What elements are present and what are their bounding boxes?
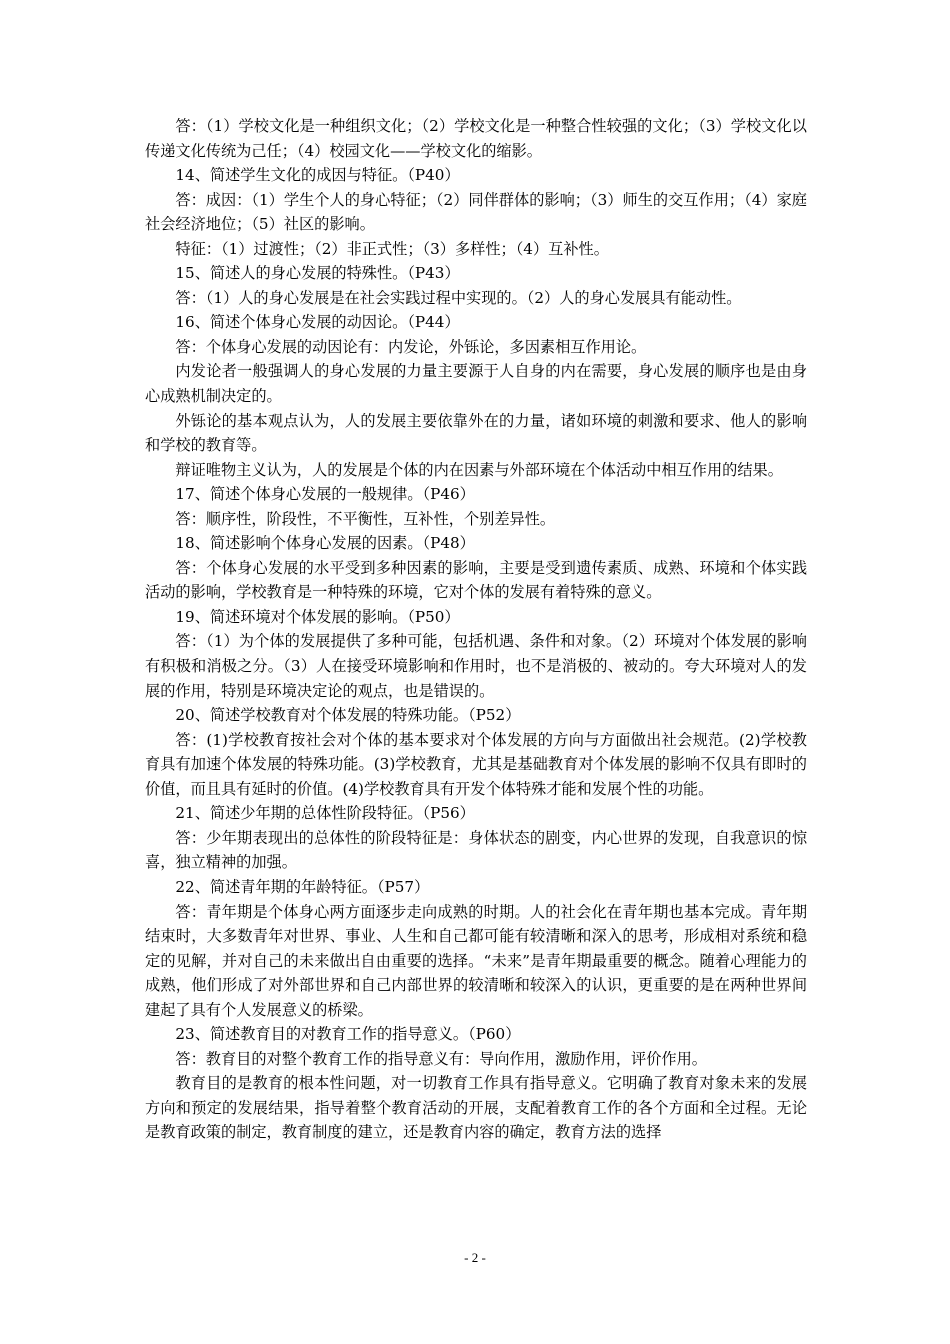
question-heading: 14、简述学生文化的成因与特征。（P40） [175,166,460,185]
question-heading: 19、简述环境对个体发展的影响。（P50） [175,607,460,626]
paragraph: 教育目的是教育的根本性问题，对一切教育工作具有指导意义。它明确了教育对象未来的发展方向和预定的发展结果，指导着整个教育活动的开展，支配着教育工作的各个方面和全过程。无论是教育政策的制定，教育制度的建立，还是教育内容的确定，教育方法的选择 [145,1074,807,1142]
paragraph: 答：(1)学校教育按社会对个体的基本要求对个体发展的方向与方面做出社会规范。(2)学校教育具有加速个体发展的特殊功能。(3)学校教育，尤其是基础教育对个体发展的影响不仅具有即时的价值，而且具有延时的价值。(4)学校教育具有开发个体特殊才能和发展个性的功能。 [145,730,807,798]
paragraph: 答：顺序性，阶段性，不平衡性，互补性，个别差异性。 [175,509,556,528]
question-heading: 15、简述人的身心发展的特殊性。（P43） [175,264,460,283]
question-heading: 20、简述学校教育对个体发展的特殊功能。（P52） [175,706,521,725]
paragraph: 外铄论的基本观点认为，人的发展主要依靠外在的力量，诸如环境的刺激和要求、他人的影响和学校的教育等。 [145,411,807,455]
question-heading: 18、简述影响个体身心发展的因素。（P48） [175,534,475,553]
paragraph: 特征：（1）过渡性；（2）非正式性；（3）多样性；（4）互补性。 [175,239,609,258]
paragraph: 答：青年期是个体身心两方面逐步走向成熟的时期。人的社会化在青年期也基本完成。青年期结束时，大多数青年对世界、事业、人生和自己都可能有较清晰和深入的思考，形成相对系统和稳定的见解，并对自己的未来做出自由重要的选择。“未来”是青年期最重要的概念。随着心理能力的成熟，他们形成了对外部世界和自己内部世界的较清晰和较深入的认识，更重要的是在两种世界间建起了具有个人发展意义的桥梁。 [145,902,807,1019]
question-heading: 17、简述个体身心发展的一般规律。（P46） [175,485,475,504]
document-body [145,114,807,1145]
question-heading: 21、简述少年期的总体性阶段特征。（P56） [175,804,475,823]
page-number: - 2 - [464,1250,486,1265]
question-heading: 23、简述教育目的对教育工作的指导意义。（P60） [175,1025,521,1044]
paragraph: 答：个体身心发展的动因论有：内发论，外铄论，多因素相互作用论。 [175,337,647,356]
paragraph: 答：教育目的对整个教育工作的指导意义有：导向作用，激励作用，评价作用。 [175,1049,707,1068]
question-heading: 22、简述青年期的年龄特征。（P57） [175,877,430,896]
question-heading: 16、简述个体身心发展的动因论。（P44） [175,313,460,332]
paragraph: 答：成因：（1）学生个人的身心特征；（2）同伴群体的影响；（3）师生的交互作用；（4）家庭社会经济地位；（5）社区的影响。 [145,190,807,234]
paragraph: 答：（1）为个体的发展提供了多种可能，包括机遇、条件和对象。（2）环境对个体发展的影响有积极和消极之分。（3）人在接受环境影响和作用时，也不是消极的、被动的。夸大环境对人的发展的作用，特别是环境决定论的观点，也是错误的。 [145,632,807,700]
paragraph: 答：（1）人的身心发展是在社会实践过程中实现的。（2）人的身心发展具有能动性。 [175,288,742,307]
paragraph: 辩证唯物主义认为，人的发展是个体的内在因素与外部环境在个体活动中相互作用的结果。 [175,460,783,479]
paragraph: 答：（1）学校文化是一种组织文化；（2）学校文化是一种整合性较强的文化；（3）学校文化以传递文化传统为己任；（4）校园文化——学校文化的缩影。 [145,117,807,160]
paragraph: 内发论者一般强调人的身心发展的力量主要源于人自身的内在需要，身心发展的顺序也是由身心成熟机制决定的。 [145,362,807,406]
paragraph: 答：个体身心发展的水平受到多种因素的影响，主要是受到遗传素质、成熟、环境和个体实践活动的影响，学校教育是一种特殊的环境，它对个体的发展有着特殊的意义。 [145,558,807,602]
paragraph: 答：少年期表现出的总体性的阶段特征是：身体状态的剧变，内心世界的发现，自我意识的惊喜，独立精神的加强。 [145,828,807,872]
